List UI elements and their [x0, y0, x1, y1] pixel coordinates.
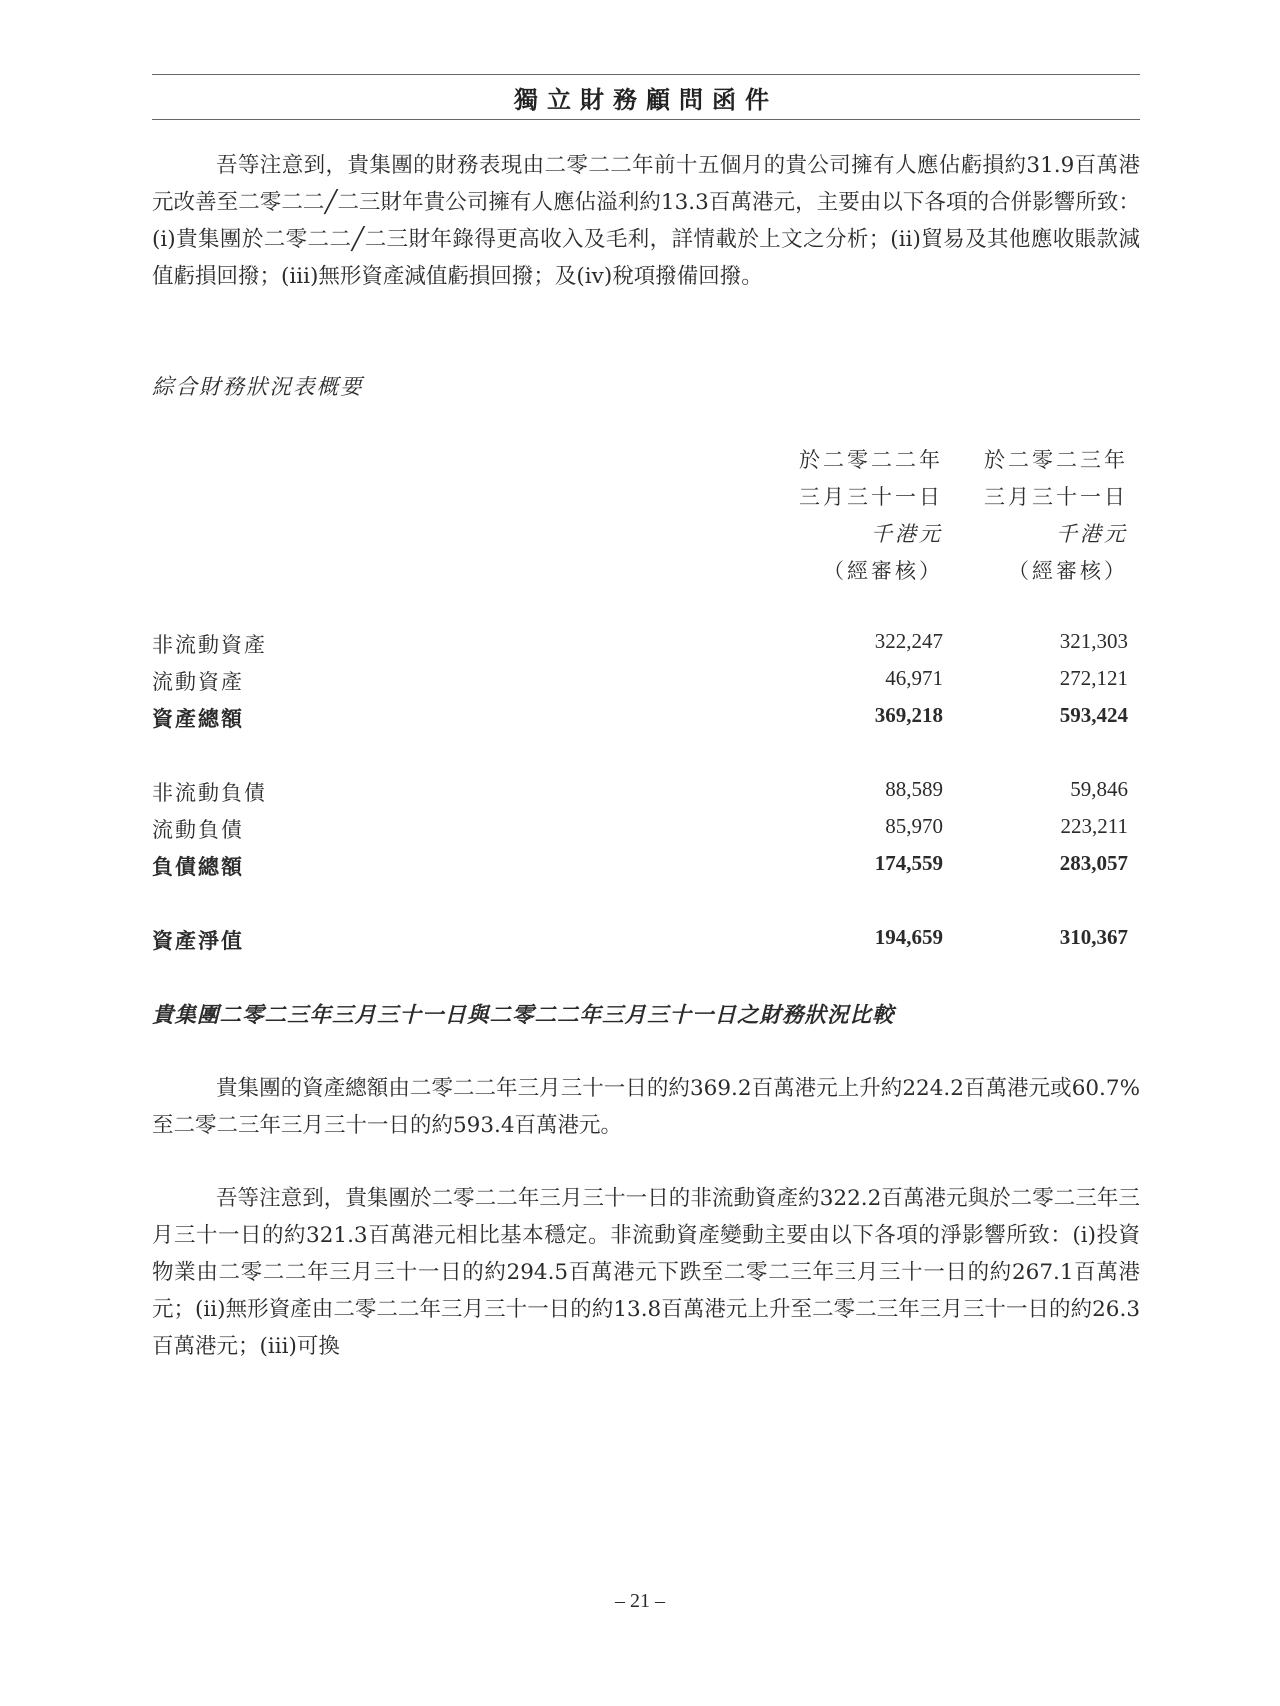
- row-label-total-liabilities: 負債總額: [152, 855, 244, 879]
- paragraph-non-current-assets: 吾等注意到，貴集團於二零二二年三月三十一日的非流動資產約322.2百萬港元與於二零二三年三月三十一日的約321.3百萬港元相比基本穩定。非流動資產變動主要由以下各項的淨影響所致：(i)投資物業由二零二二年三月三十一日的約294.5百萬港元下跌至二零二三年三月三十一日的約267.1百萬港元；(ii)無形資產由二零二二年三月三十一日的約13.8百萬港元上升至二零二三年三月三十一日的約26.3百萬港元；(iii)可換: [152, 1186, 1140, 1359]
- row-value-2023: 272,121: [1059, 666, 1128, 690]
- paragraph-total-assets: 貴集團的資產總額由二零二二年三月三十一日的約369.2百萬港元上升約224.2百萬港元或60.7%至二零二三年三月三十一日的約593.4百萬港元。: [152, 1076, 1140, 1138]
- row-value-2023: 283,057: [1059, 851, 1128, 875]
- row-value-2022: 46,971: [885, 666, 943, 690]
- header-title: 獨立財務顧問函件: [514, 86, 778, 114]
- col1-header-line2: 三月三十一日: [799, 485, 943, 509]
- row-value-2022: 88,589: [885, 777, 943, 801]
- col1-header-line1: 於二零二二年: [799, 448, 943, 472]
- row-value-2023: 223,211: [1060, 814, 1128, 838]
- row-value-2022: 194,659: [874, 925, 943, 949]
- row-value-2022: 174,559: [874, 851, 943, 875]
- row-value-2023: 593,424: [1059, 703, 1128, 727]
- col1-unit: 千港元: [871, 522, 943, 546]
- col2-unit: 千港元: [1056, 522, 1128, 546]
- row-value-2023: 59,846: [1070, 777, 1128, 801]
- row-value-2023: 310,367: [1059, 925, 1128, 949]
- paragraph-financial-performance: 吾等注意到，貴集團的財務表現由二零二二年前十五個月的貴公司擁有人應佔虧損約31.9百萬港元改善至二零二二╱二三財年貴公司擁有人應佔溢利約13.3百萬港元，主要由以下各項的合併影響所致：(i)貴集團於二零二二╱二三財年錄得更高收入及毛利，詳情載於上文之分析；(ii)貿易及其他應收賬款減值虧損回撥；(iii)無形資產減值虧損回撥；及(iv)稅項撥備回撥。: [152, 153, 1140, 289]
- row-label-non-current-liabilities: 非流動負債: [152, 781, 267, 805]
- row-value-2023: 321,303: [1059, 629, 1128, 653]
- row-label-total-assets: 資產總額: [152, 707, 244, 731]
- page-header: [152, 74, 1140, 120]
- row-label-current-assets: 流動資產: [152, 670, 244, 694]
- row-value-2022: 85,970: [885, 814, 943, 838]
- col1-audit-note: （經審核）: [823, 559, 943, 583]
- page-number: – 21 –: [615, 1590, 665, 1612]
- col2-header-line2: 三月三十一日: [984, 485, 1128, 509]
- col2-header-line1: 於二零二三年: [984, 448, 1128, 472]
- row-label-non-current-assets: 非流動資產: [152, 633, 267, 657]
- col2-audit-note: （經審核）: [1008, 559, 1128, 583]
- row-value-2022: 369,218: [874, 703, 943, 727]
- summary-title: 綜合財務狀況表概要: [152, 375, 364, 400]
- row-label-net-assets: 資產淨值: [152, 929, 244, 953]
- comparison-heading: 貴集團二零二三年三月三十一日與二零二二年三月三十一日之財務狀況比較: [152, 1003, 895, 1028]
- row-value-2022: 322,247: [874, 629, 943, 653]
- row-label-current-liabilities: 流動負債: [152, 818, 244, 842]
